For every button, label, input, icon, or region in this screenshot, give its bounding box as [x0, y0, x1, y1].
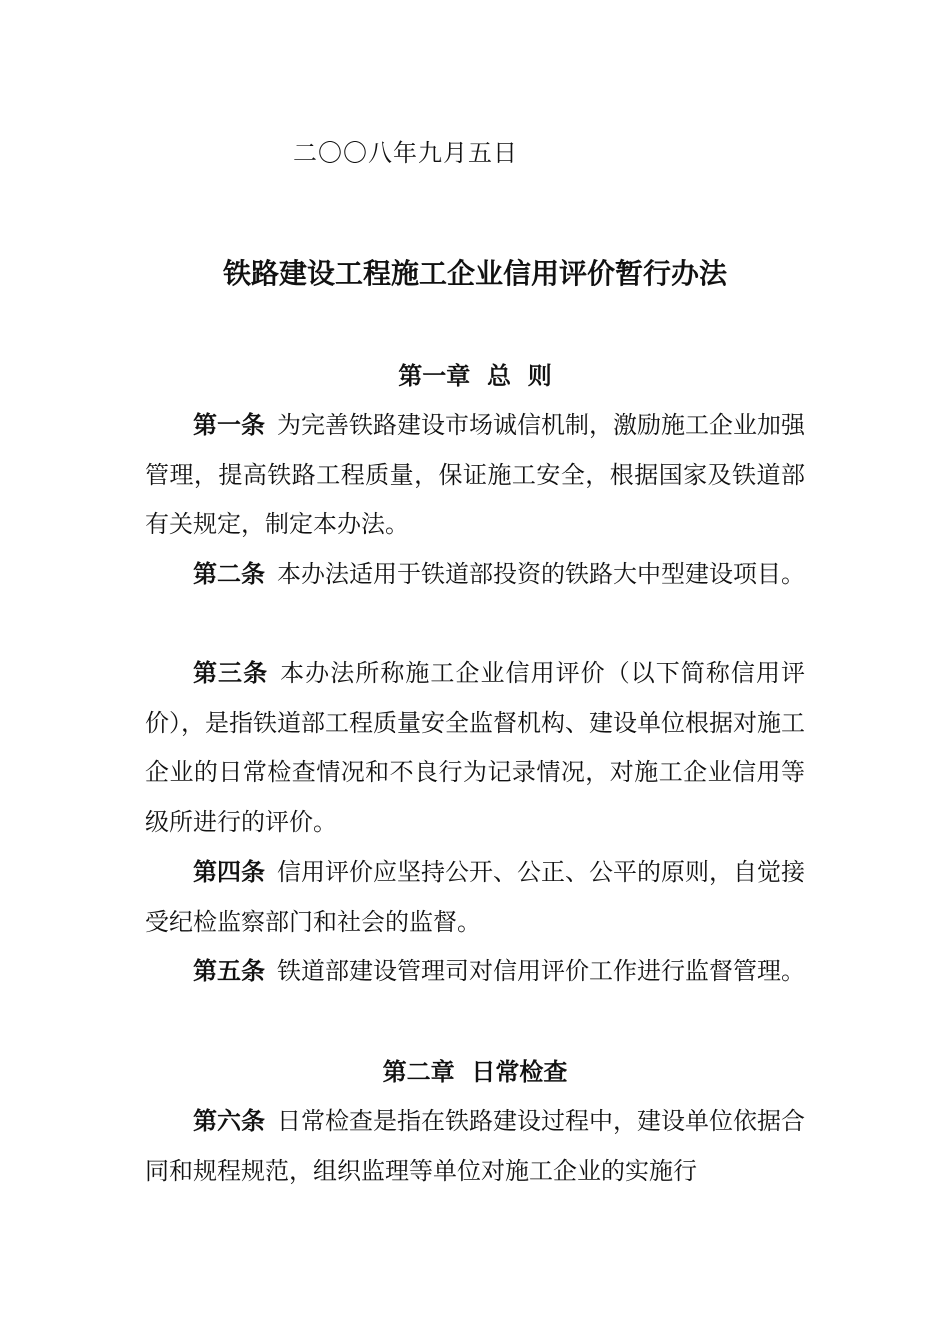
article-5	[145, 947, 805, 997]
article-text: 信用评价应坚持公开、公正、公平的原则，自觉接受纪检监察部门和社会的监督。	[145, 858, 805, 936]
document-title: 铁路建设工程施工企业信用评价暂行办法	[222, 257, 727, 290]
chapter-heading-2: 第二章 日常检查	[382, 1058, 568, 1086]
article-label: 第四条	[193, 858, 265, 886]
article-label: 第二条	[193, 560, 265, 588]
article-label: 第六条	[193, 1107, 265, 1135]
article-label: 第三条	[193, 659, 269, 687]
article-3	[145, 649, 805, 847]
article-1	[145, 401, 805, 550]
article-text: 本办法适用于铁道部投资的铁路大中型建设项目。	[277, 560, 805, 588]
chapter-heading-1: 第一章 总 则	[398, 362, 552, 390]
document-date: 二〇〇八年九月五日	[293, 139, 518, 167]
article-6	[145, 1097, 805, 1196]
article-label: 第五条	[193, 957, 265, 985]
article-text: 日常检查是指在铁路建设过程中，建设单位依据合同和规程规范，组织监理等单位对施工企业的实施行	[145, 1107, 805, 1185]
article-4	[145, 848, 805, 947]
article-text: 本办法所称施工企业信用评价（以下简称信用评价），是指铁道部工程质量安全监督机构、建设单位根据对施工企业的日常检查情况和不良行为记录情况，对施工企业信用等级所进行的评价。	[145, 659, 806, 836]
article-2	[145, 550, 805, 600]
article-text: 铁道部建设管理司对信用评价工作进行监督管理。	[277, 957, 805, 985]
article-text: 为完善铁路建设市场诚信机制，激励施工企业加强管理，提高铁路工程质量，保证施工安全，根据国家及铁道部有关规定，制定本办法。	[145, 411, 805, 538]
article-label: 第一条	[193, 411, 265, 439]
